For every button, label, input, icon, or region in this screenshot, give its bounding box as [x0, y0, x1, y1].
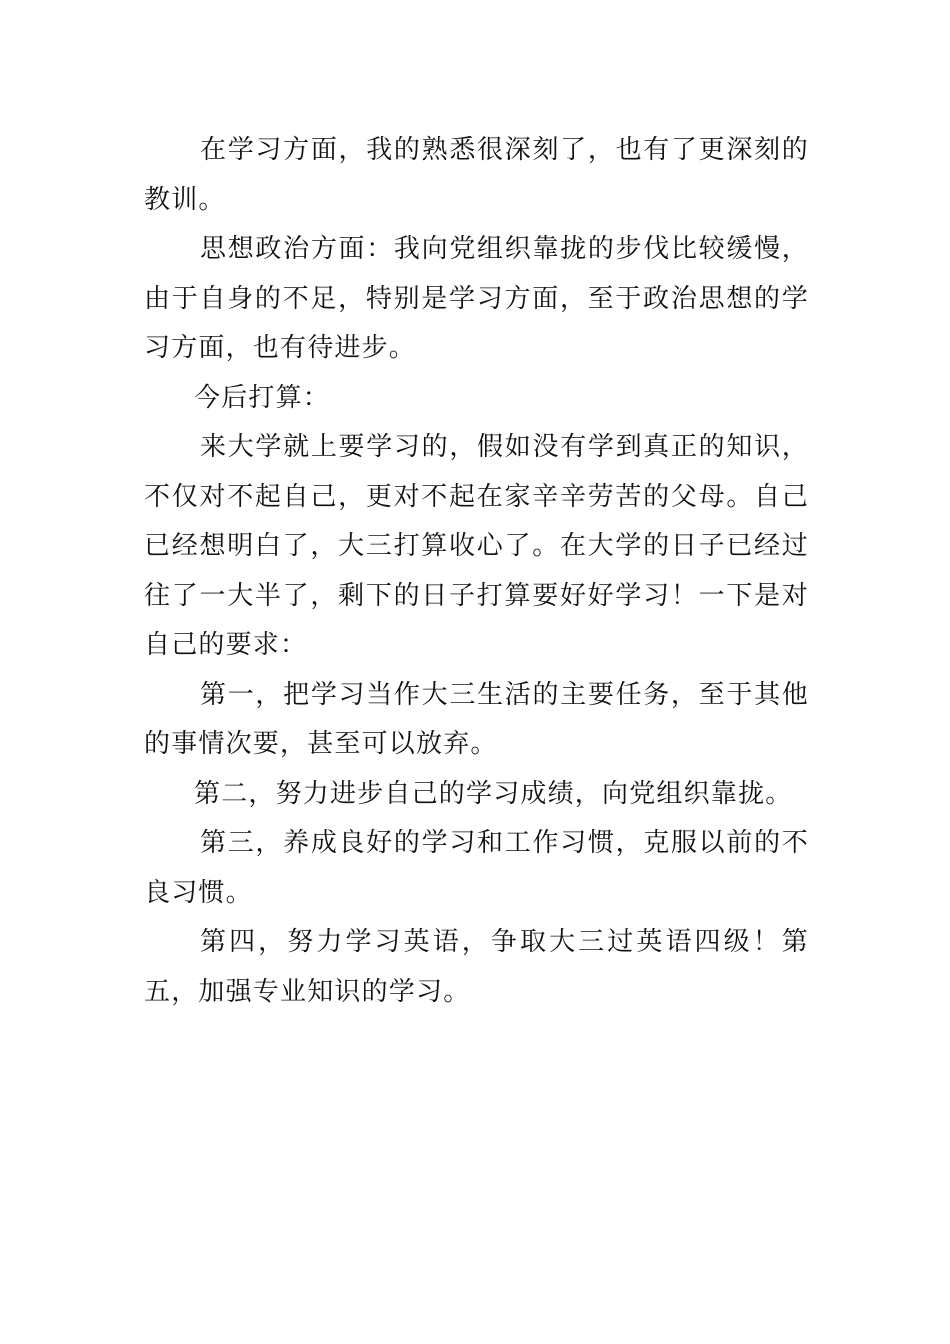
- paragraph-goal-four-five: 第四，努力学习英语，争取大三过英语四级！第五，加强专业知识的学习。: [144, 927, 809, 1007]
- paragraph-goal-one: 第一，把学习当作大三生活的主要任务，至于其他的事情次要，甚至可以放弃。: [144, 679, 809, 759]
- paragraph-political-thought: 思想政治方面：我向党组织靠拢的步伐比较缓慢，由于自身的不足，特别是学习方面，至于政治思想的学习方面，也有待进步。: [144, 234, 809, 363]
- paragraph-goal-three: 第三，养成良好的学习和工作习惯，克服以前的不良习惯。: [144, 828, 809, 908]
- paragraph-study-reflection: 在学习方面，我的熟悉很深刻了，也有了更深刻的教训。: [144, 135, 809, 215]
- document-body: [144, 126, 809, 1017]
- paragraph-goal-two: 第二，努力进步自己的学习成绩，向党组织靠拢。: [194, 778, 793, 809]
- paragraph-future-plan-intro: 来大学就上要学习的，假如没有学到真正的知识，不仅对不起自己，更对不起在家辛辛劳苦的父母。自己已经想明白了，大三打算收心了。在大学的日子已经过往了一大半了，剩下的日子打算要好好学习！一下是对自己的要求：: [144, 432, 809, 660]
- paragraph-future-plan-heading: 今后打算：: [194, 382, 331, 413]
